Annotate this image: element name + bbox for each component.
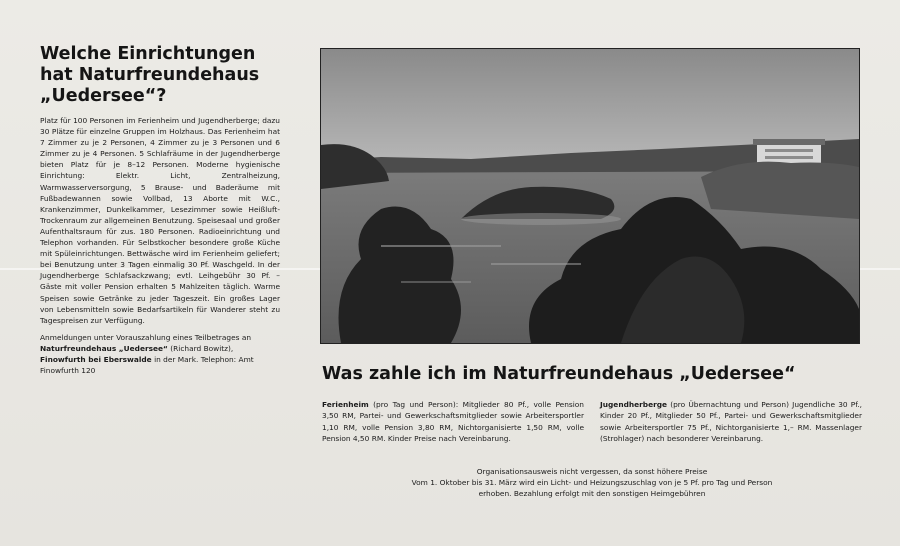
facilities-text: Platz für 100 Personen im Ferienheim und Jugendherberge; dazu 30 Plätze für einzelne Gruppen im Holzhaus. Das Ferienheim hat 7 Zimmer zu je 2 Personen, 4 Zimmer zu je 3 Personen und 6 Zimmer zu je 4 Personen. 5 Schlafräume in der Jugendherberge bieten Platz für je 8–12 Personen. Moderne hygienische Einrichtung: Elektr. Licht, Zentralheizung, Warmwasserversorgung, 5 Brause- und Baderäume mit Fußbadewannen sowie Vollbad, 13 Aborte mit W.C., Krankenzimmer, Dunkelkammer, Lesezimmer sowie Heißluft-Trockenraum zur allgemeinen Benutzung. Speisesaal und großer Aufenthaltsraum für zus. 180 Personen. Radioeinrichtung und Telephon vorhanden. Für Selbstkocher besondere große Küche mit Spüleinrichtungen. Bettwäsche wird im Ferienheim geliefert; bei Benutzung unter 3 Tagen einmalig 30 Pf. Waschgeld. In der Jugendherberge Schlafsackzwang; evtl. Leihgebühr 30 Pf. – Gäste mit voller Pension erhalten 5 Mahlzeiten täglich. Warme Speisen sowie Getränke zu jeder Tageszeit. Ein großes Lager von Lebensmitteln sowie Bedarfsartikeln für Wanderer steht zu Tagespreisen zur Verfügung. [40, 116, 280, 325]
facilities-heading: Welche Einrichtungen hat Naturfreundehaus „Uedersee“? [40, 44, 260, 106]
contact-intro: Anmeldungen unter Vorauszahlung eines Teilbetrages an [40, 332, 252, 342]
jugendherberge-prices [600, 399, 862, 443]
contact-phone: in der Mark. Telephon: Amt Finowfurth 120 [40, 354, 254, 376]
facilities-column [40, 44, 280, 376]
jugendherberge-label: Jugendherberge [600, 400, 668, 410]
note-line-3: erhoben. Bezahlung erfolgt mit den sonstigen Heimgebühren [478, 489, 706, 499]
note-line-2: Vom 1. Oktober bis 31. März wird ein Licht- und Heizungszuschlag von je 5 Pf. pro Tag und Person [411, 478, 773, 488]
ferienheim-prices [322, 399, 584, 443]
lake-photo-image [321, 49, 859, 343]
lake-photo [320, 48, 860, 344]
jugendherberge-text: (pro Übernachtung und Person) Jugendliche 30 Pf., Kinder 20 Pf., Mitglieder 50 Pf., Partei- und Gewerkschaftsmitglieder sowie Arbeitersportler 75 Pf., Nichtorganisierte 1,– RM. Massenlager (Strohlager) nach besonderer Vereinbarung. [600, 400, 862, 443]
contact-name: Naturfreundehaus „Uedersee“ [40, 343, 168, 353]
note-line-1: Organisationsausweis nicht vergessen, da sonst höhere Preise [476, 467, 708, 476]
contact-place: Finowfurth bei Eberswalde [40, 354, 152, 364]
ferienheim-text: (pro Tag und Person): Mitglieder 80 Pf., volle Pension 3,50 RM, Partei- und Gewerkschaftsmitglieder sowie Arbeitersportler 1,10 RM, volle Pension 3,80 RM, Nichtorganisierte 1,50 RM, volle Pension 4,50 RM. Kinder Preise nach Vereinbarung. [322, 400, 584, 443]
price-notes [322, 466, 862, 499]
ferienheim-label: Ferienheim [322, 400, 369, 410]
prices-heading: Was zahle ich im Naturfreundehaus „Uedersee“ [322, 364, 796, 384]
contact-paragraph [40, 332, 280, 376]
contact-person: (Richard Bowitz), [170, 343, 234, 353]
